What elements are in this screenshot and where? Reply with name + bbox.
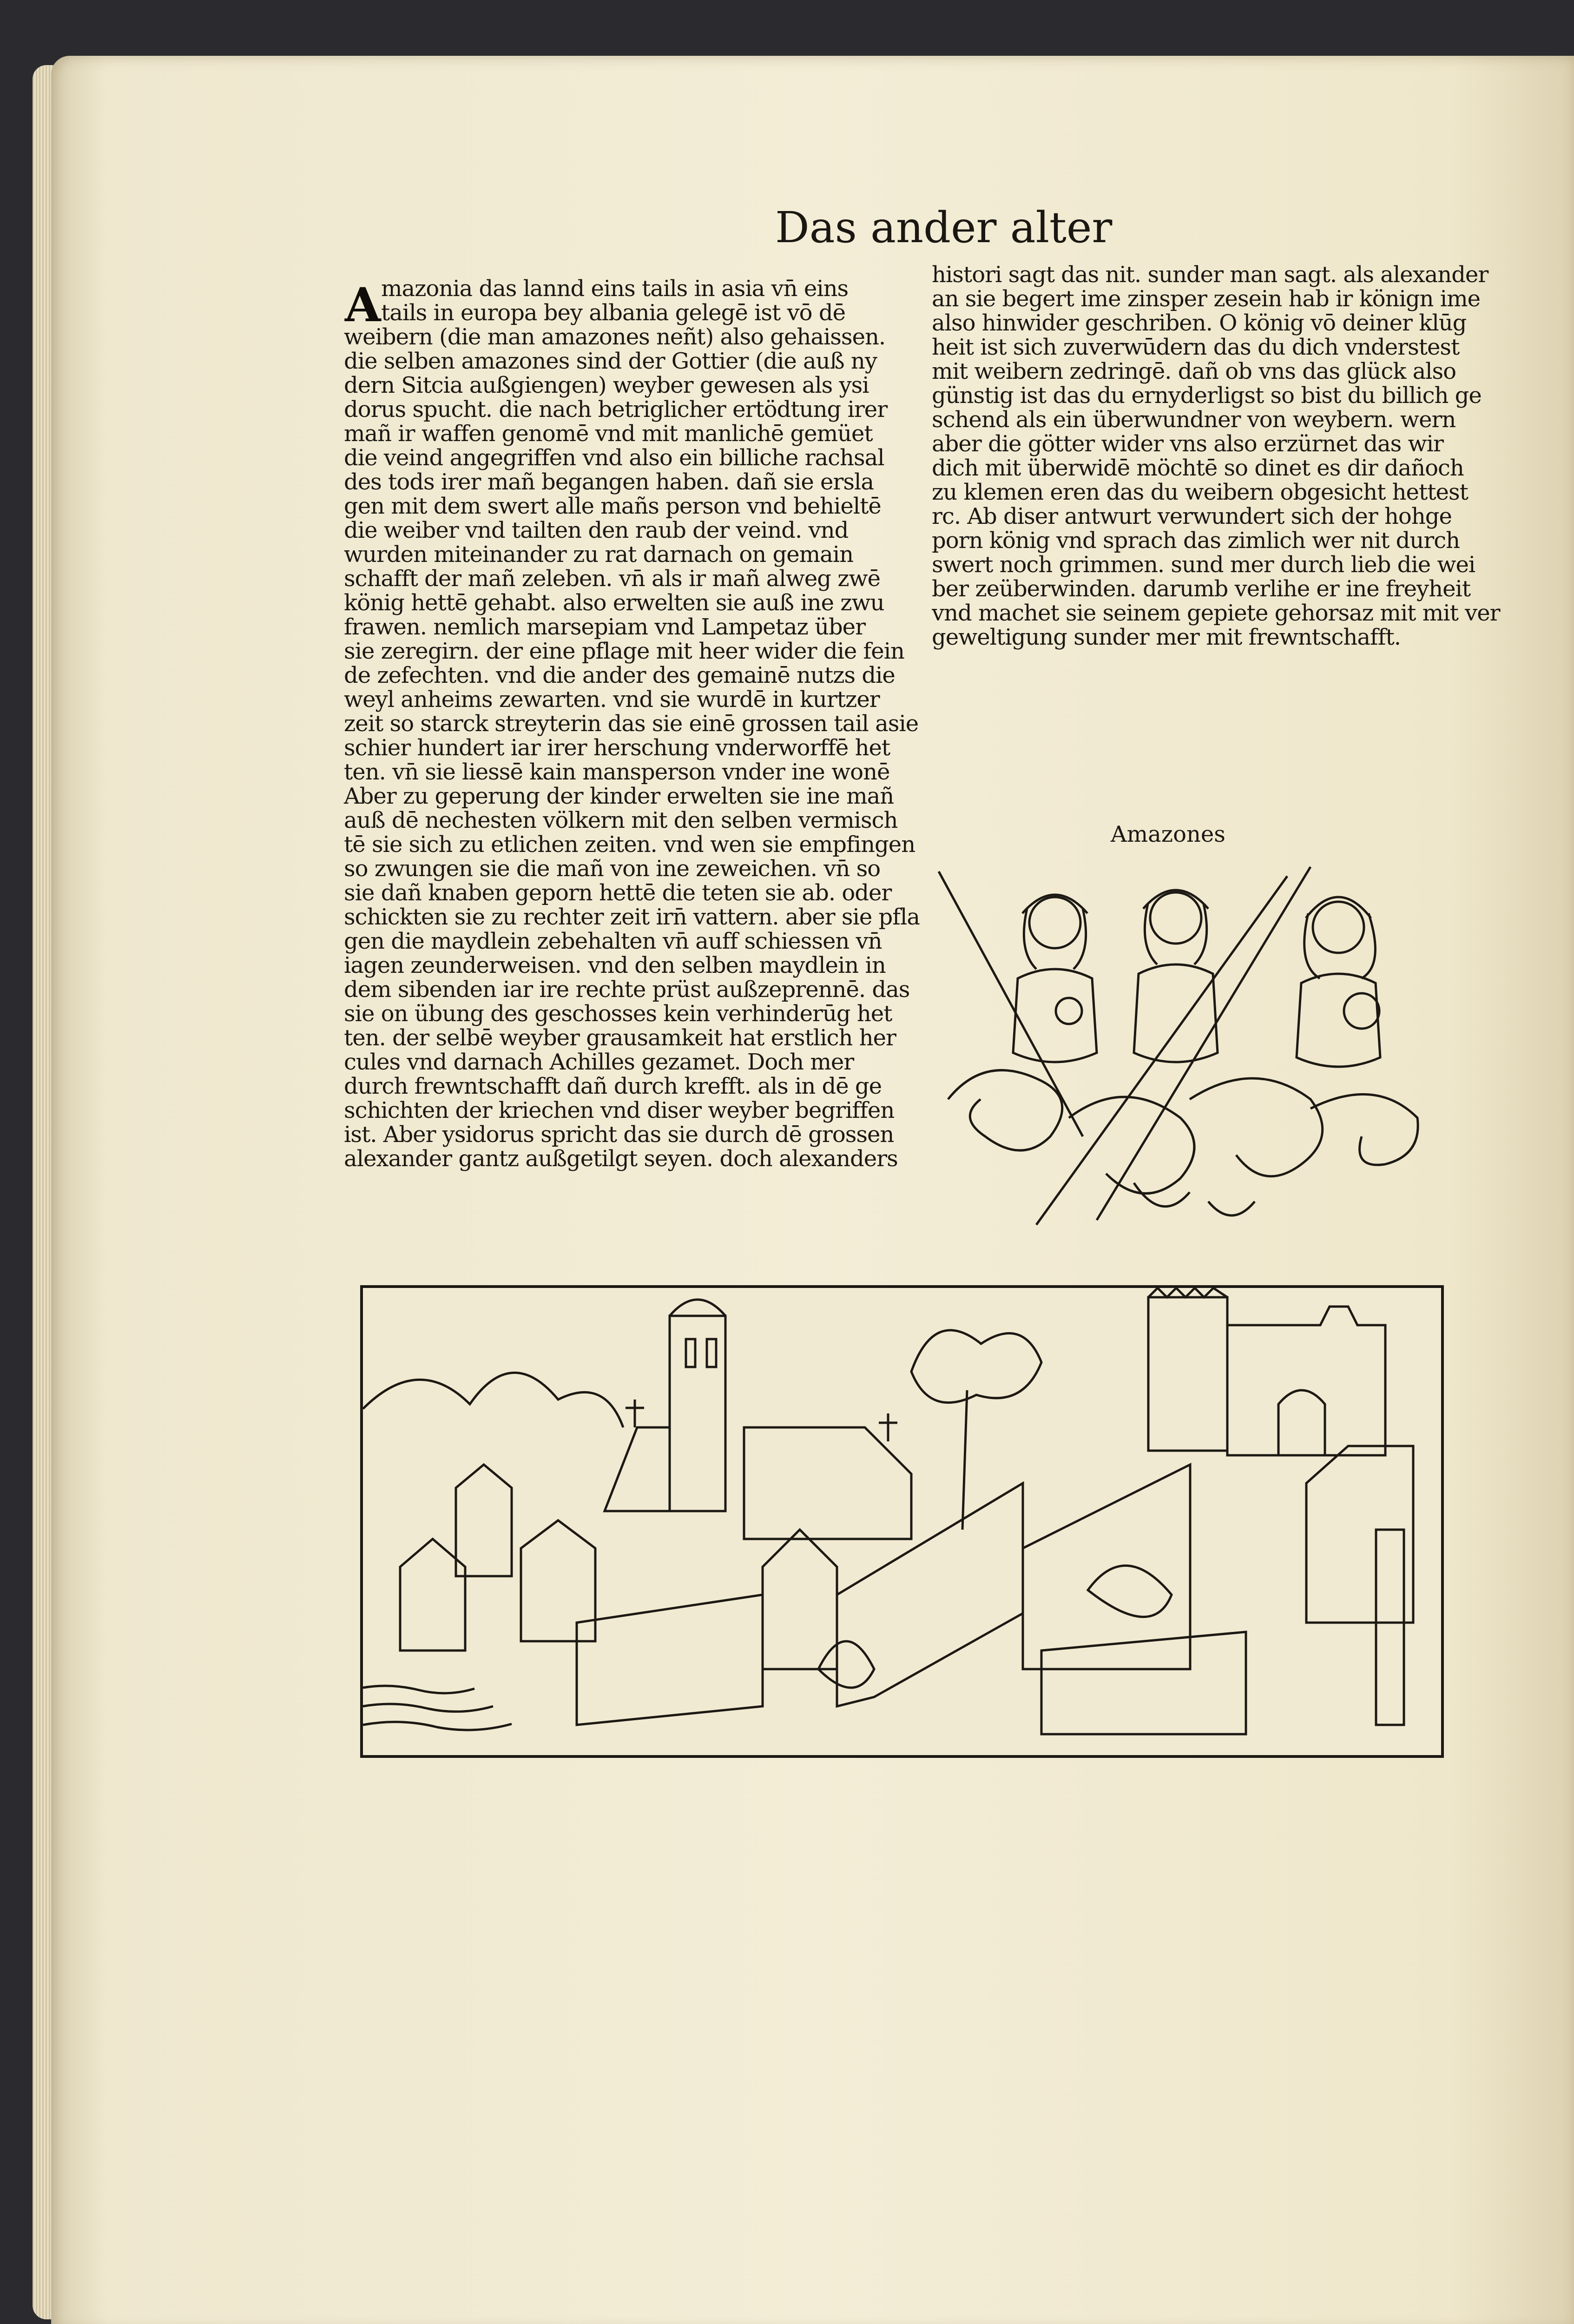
text-line: ten. der selbē weyber grausamkeit hat erstlich her [344, 1025, 896, 1051]
foliage-scrollwork [948, 1070, 1418, 1216]
text-line: weyl anheims zewarten. vnd sie wurdē in kurtzer [344, 687, 880, 713]
round-tower [1148, 1288, 1227, 1451]
spear-center [1036, 876, 1287, 1225]
text-line: weibern (die man amazones neñt) also gehaissen. [344, 324, 886, 350]
spear-left [939, 872, 1083, 1136]
text-line: mit weibern zedringē. dañ ob vns das glück also [932, 358, 1456, 384]
left-text-column [344, 276, 920, 1172]
text-line: so zwungen sie die mañ von ine zeweichen. vn̄ so [344, 856, 881, 882]
text-line: rc. Ab diser antwurt verwundert sich der hohge [932, 503, 1452, 529]
text-line: iagen zeunderweisen. vnd den selben maydlein in [344, 952, 886, 978]
amazon-figure-center [1134, 890, 1218, 1062]
text-line: zeit so starck streyterin das sie einē grossen tail asie [344, 711, 919, 737]
right-buildings [1306, 1446, 1413, 1725]
decorated-initial: A [345, 277, 381, 332]
text-line: sie on übung des geschosses kein verhinderūg het [344, 1001, 892, 1027]
text-line: günstig ist das du ernyderligst so bist du billich ge [932, 383, 1482, 409]
text-line: sie dañ knaben geporn hettē die teten sie ab. oder [344, 880, 892, 906]
halberd [1097, 867, 1311, 1220]
text-line: tails in europa bey albania gelegē ist vō dē [381, 300, 845, 326]
text-line: vnd machet sie seinem gepiete gehorsaz mit mit ver [932, 600, 1500, 626]
houses [400, 1465, 837, 1669]
mountains [363, 1373, 623, 1427]
text-line: die weiber vnd tailten den raub der veind. vnd [344, 517, 849, 543]
text-line: aber die götter wider vns also erzürnet das wir [932, 431, 1443, 457]
text-line: die selben amazones sind der Gottier (die auß ny [344, 348, 877, 374]
text-line: mazonia das lannd eins tails in asia vn̄ eins [381, 276, 849, 302]
text-line: de zefechten. vnd die ander des gemainē nutzs die [344, 662, 895, 688]
amazons-woodcut [929, 858, 1427, 1234]
text-line: sie zeregirn. der eine pflage mit heer wider die fein [344, 638, 904, 664]
city-woodcut [360, 1285, 1444, 1758]
text-line: schichten der kriechen vnd diser weyber begriffen [344, 1097, 895, 1123]
text-line: also hinwider geschriben. O könig vō deiner klūg [932, 310, 1467, 336]
text-line: dern Sitcia außgiengen) weyber gewesen als ysi [344, 372, 869, 398]
trees [818, 1330, 1172, 1688]
amazon-figure-left [1013, 895, 1097, 1062]
amazons-caption: Amazones [1111, 821, 1225, 847]
running-head: Das ander alter [775, 203, 1113, 252]
city-illustration [363, 1288, 1436, 1750]
text-line: durch frewntschafft dañ durch krefft. als in dē ge [344, 1073, 882, 1099]
text-line: frawen. nemlich marsepiam vnd Lampetaz über [344, 614, 866, 640]
text-line: schickten sie zu rechter zeit irn̄ vattern. aber sie pfla [344, 904, 920, 930]
text-line: an sie begert ime zinsper zesein hab ir könign ime [932, 286, 1480, 312]
text-line: gen mit dem swert alle mañs person vnd behieltē [344, 493, 881, 519]
text-line: porn könig vnd sprach das zimlich wer nit durch [932, 528, 1460, 554]
text-line: mañ ir waffen genomē vnd mit manlichē gemüet [344, 421, 873, 447]
amazon-figure-right [1297, 897, 1380, 1067]
text-line: cules vnd darnach Achilles gezamet. Doch mer [344, 1049, 854, 1075]
right-text-column [932, 262, 1500, 650]
text-line: die veind angegriffen vnd also ein billiche rachsal [344, 445, 884, 471]
text-line: könig hettē gehabt. also erwelten sie auß ine zwu [344, 590, 884, 616]
church-tower [670, 1300, 725, 1511]
text-line: des tods irer mañ begangen haben. dañ sie ersla [344, 469, 874, 495]
water [363, 1686, 512, 1730]
text-line: histori sagt das nit. sunder man sagt. als alexander [932, 262, 1488, 288]
text-line: alexander gantz außgetilgt seyen. doch alexanders [344, 1146, 898, 1172]
text-line: schier hundert iar irer herschung vnderworffē het [344, 735, 890, 761]
text-line: ist. Aber ysidorus spricht das sie durch dē grossen [344, 1122, 894, 1148]
text-line: zu klemen eren das du weibern obgesicht hettest [932, 479, 1468, 505]
text-line: heit ist sich zuverwūdern das du dich vnderstest [932, 334, 1460, 360]
text-line: dich mit überwidē möchtē so dinet es dir dañoch [932, 455, 1464, 481]
church-nave [605, 1400, 911, 1539]
text-line: schafft der mañ zeleben. vn̄ als ir mañ alweg zwē [344, 566, 881, 592]
text-line: Aber zu geperung der kinder erwelten sie ine mañ [344, 783, 894, 809]
text-line: ten. vn̄ sie liessē kain mansperson vnder ine wonē [344, 759, 890, 785]
text-line: swert noch grimmen. sund mer durch lieb die wei [932, 552, 1475, 578]
text-line: dem sibenden iar ire rechte prüst außzeprennē. das [344, 977, 910, 1003]
text-line: gen die maydlein zebehalten vn̄ auff schiessen vn̄ [344, 928, 882, 954]
text-line: geweltigung sunder mer mit frewntschafft. [932, 624, 1401, 650]
gatehouse [1227, 1307, 1385, 1455]
text-line: auß dē nechesten völkern mit den selben vermisch [344, 807, 898, 833]
amazons-illustration [929, 858, 1427, 1234]
text-line: dorus spucht. die nach betriglicher ertödtung irer [344, 396, 888, 423]
text-line: schend als ein überwundner von weybern. wern [932, 407, 1456, 433]
text-line: wurden miteinander zu rat darnach on gemain [344, 541, 853, 568]
text-line: tē sie sich zu etlichen zeiten. vnd wen sie empfingen [344, 832, 915, 858]
text-line: ber zeüberwinden. darumb verlihe er ine freyheit [932, 576, 1471, 602]
